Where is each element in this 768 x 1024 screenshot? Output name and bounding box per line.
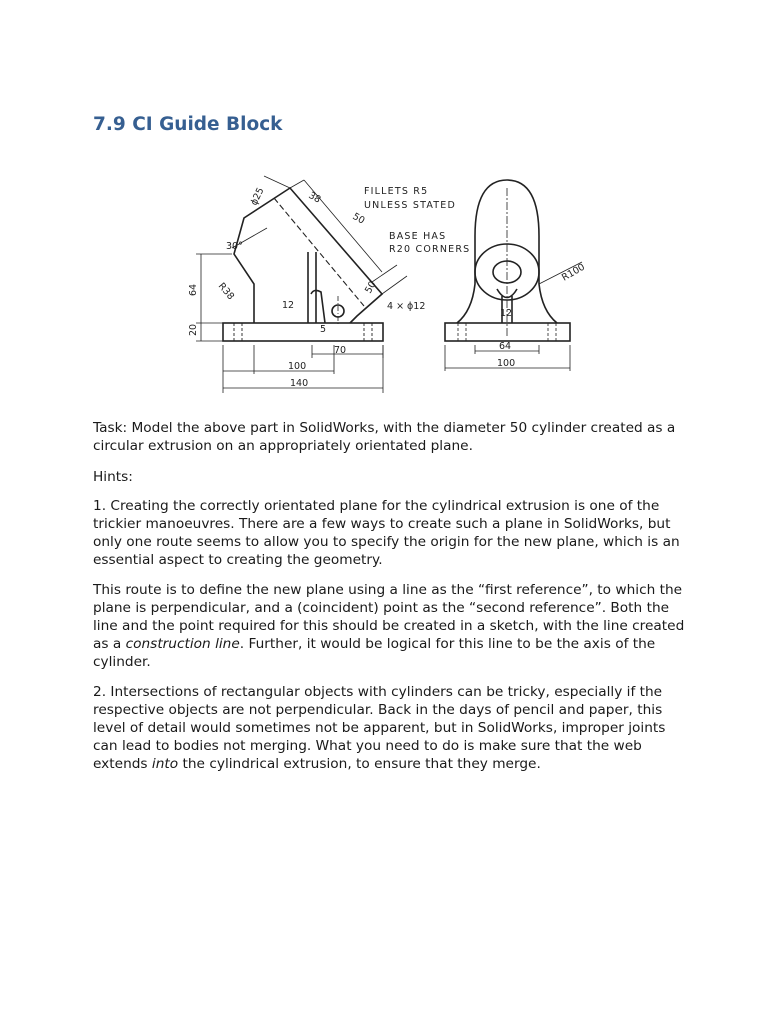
dim-angle-30: 30° xyxy=(226,241,243,252)
dim-r100: R100 xyxy=(560,261,587,284)
engineering-drawing xyxy=(172,166,598,400)
page-title: 7.9 CI Guide Block xyxy=(93,114,283,135)
dim-r38: R38 xyxy=(215,280,237,303)
dim-100-side: 100 xyxy=(497,358,516,369)
dim-20: 20 xyxy=(188,323,199,336)
dim-50-top: 50 xyxy=(350,211,367,227)
note-fillets: FILLETS R5 xyxy=(364,186,429,197)
route-text-start: This route is to define the new plane using a line as the “first reference”, to which the plane is perpendicular, and a (coincident) point as the “second reference”. Both the line and the point required for this should be created in a sketch, with the line created as a xyxy=(93,582,685,652)
hint-2-paragraph xyxy=(93,683,688,773)
dim-64: 64 xyxy=(188,283,199,296)
front-view xyxy=(223,185,383,341)
dim-5: 5 xyxy=(320,324,327,335)
note-r20: R20 CORNERS xyxy=(389,244,471,255)
dim-100: 100 xyxy=(288,361,307,372)
dim-12: 12 xyxy=(282,300,295,311)
dim-diameter-25: ϕ25 xyxy=(248,185,267,208)
task-paragraph: Task: Model the above part in SolidWorks, with the diameter 50 cylinder created as a circular extrusion on an appropriately orientated plane. xyxy=(93,420,676,454)
dim-70: 70 xyxy=(334,345,347,356)
dim-holes: 4 × ϕ12 xyxy=(387,301,426,312)
side-dimension-lines xyxy=(445,188,582,371)
hint-2-text-end: the cylindrical extrusion, to ensure that they merge. xyxy=(178,756,541,772)
dim-50-right: 50 xyxy=(363,279,379,296)
hint-1-paragraph: 1. Creating the correctly orientated plane for the cylindrical extrusion is one of the trickier manoeuvres. There are a few ways to create such a plane in SolidWorks, but only one route seems to allow you to specify the origin for the new plane, which is an essential aspect to creating the geometry. xyxy=(93,498,680,568)
hint-2-text-start: 2. Intersections of rectangular objects with cylinders can be tricky, especially if the respective objects are not perpendicular. Back in the days of pencil and paper, this level of detail would sometimes not be apparent, but in SolidWorks, improper joints can lead to bodies not merging. What you need to do is make sure that the web extends xyxy=(93,684,666,772)
dim-12-side: 12 xyxy=(500,308,513,319)
route-emphasis: construction line xyxy=(125,636,240,652)
route-text-end: . Further, it would be logical for this line to be the axis of the cylinder. xyxy=(93,636,656,670)
dim-140: 140 xyxy=(290,378,309,389)
dim-64-side: 64 xyxy=(499,341,512,352)
note-base-has: BASE HAS xyxy=(389,231,447,242)
hint-2-emphasis: into xyxy=(151,756,179,772)
hints-heading: Hints: xyxy=(93,469,133,485)
dim-38: 38 xyxy=(306,190,323,206)
note-unless: UNLESS STATED xyxy=(364,200,457,211)
route-paragraph xyxy=(93,581,688,671)
